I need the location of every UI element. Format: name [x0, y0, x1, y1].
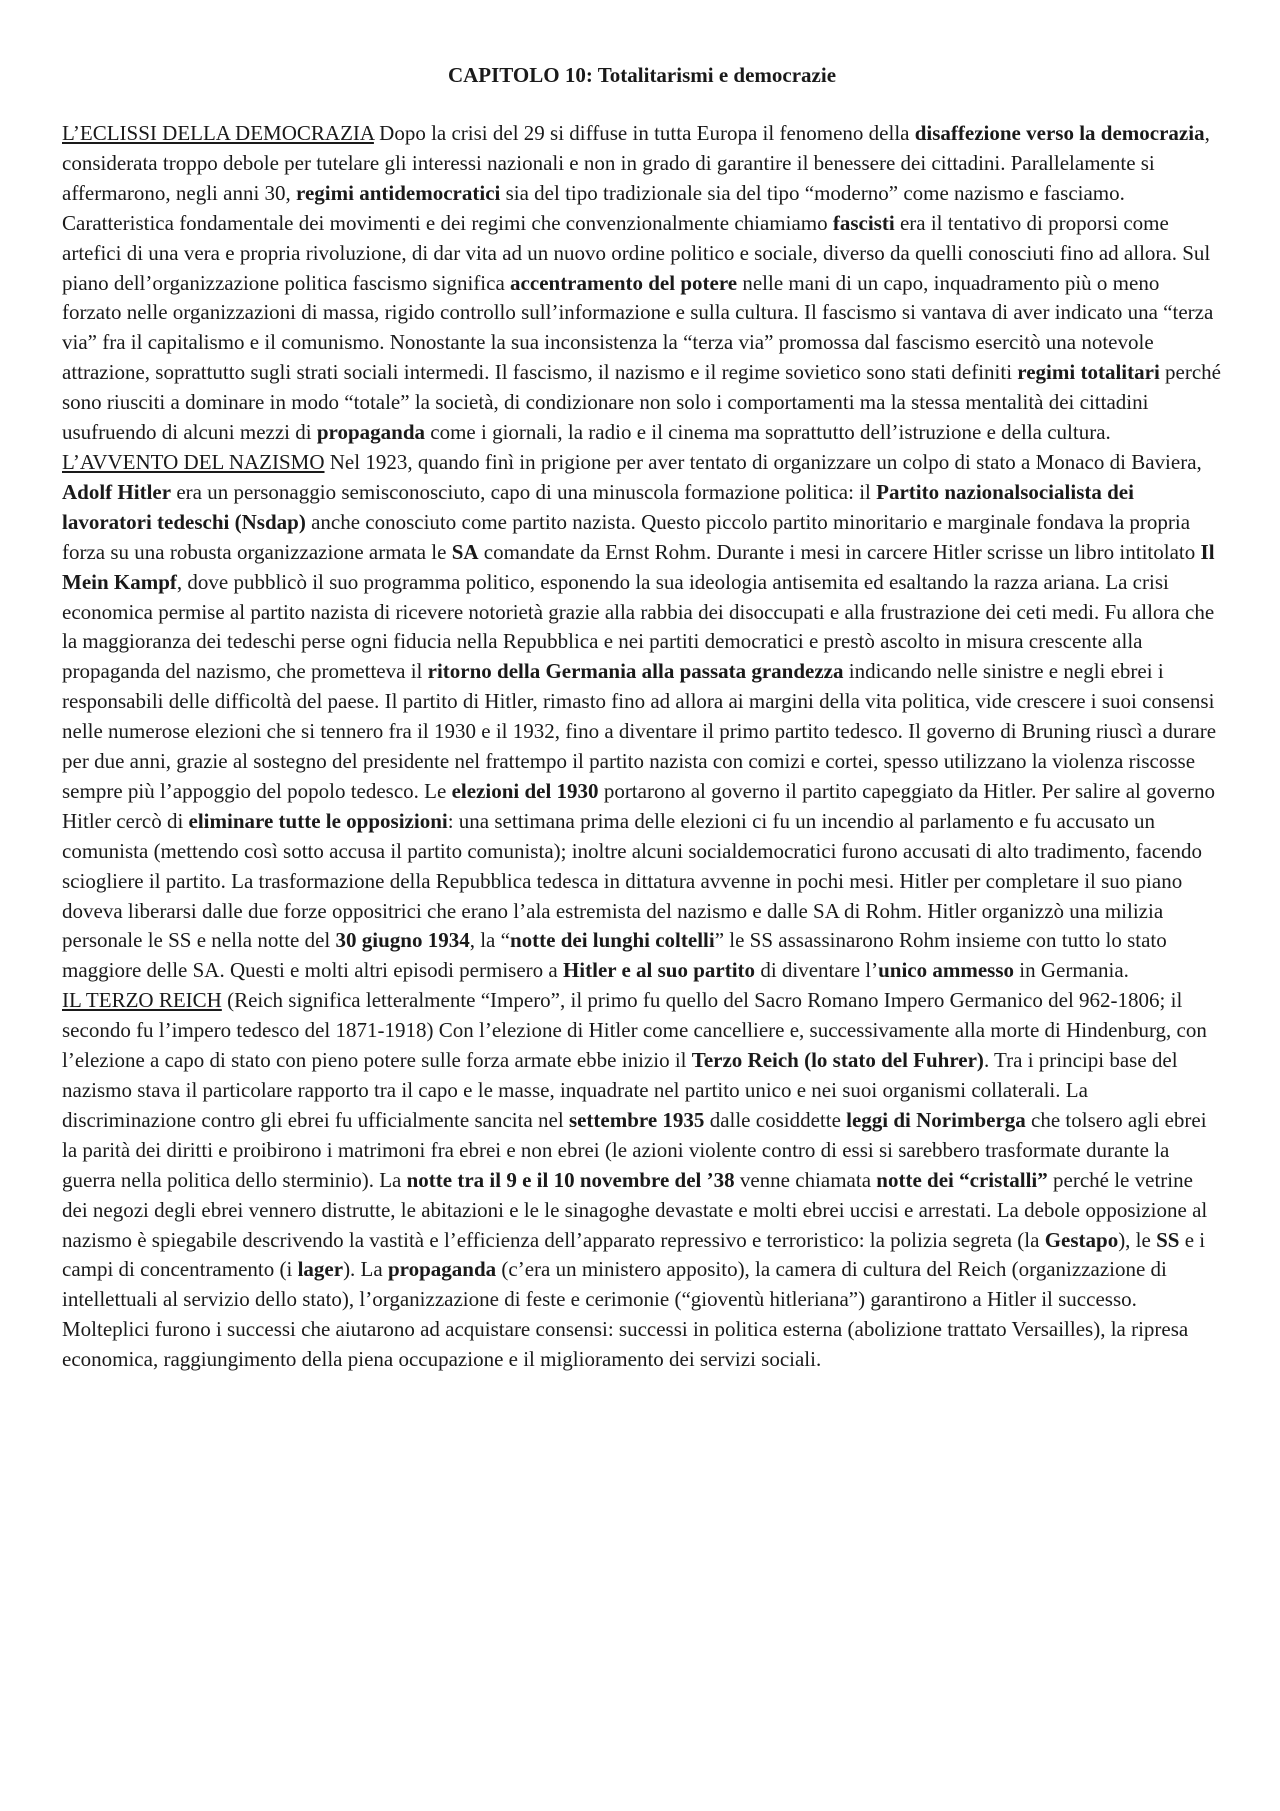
- section-body: [62, 450, 1216, 982]
- bold-text: regimi totalitari: [1017, 360, 1160, 385]
- body-text: e i campi di concentramento (i: [62, 1227, 1206, 1282]
- section-body: [62, 988, 1207, 1371]
- body-text: . Tra i principi base del nazismo stava il particolare rapporto tra il capo e le masse, inquadrate nel partito unico e nei suoi organismi collaterali. La discriminazione contro gli ebrei fu ufficialmente sancita nel: [62, 1048, 1178, 1132]
- bold-text: leggi di Norimberga: [846, 1107, 1026, 1132]
- section-heading: L’AVVENTO DEL NAZISMO: [62, 449, 325, 474]
- bold-text: Terzo Reich (lo stato del Fuhrer): [691, 1048, 984, 1073]
- body-text: anche conosciuto come partito nazista. Questo piccolo partito minoritario e marginale fondava la propria forza su una robusta organizzazione armata le: [62, 509, 1191, 564]
- bold-text: Adolf Hitler: [62, 479, 172, 504]
- section-heading: IL TERZO REICH: [62, 988, 222, 1013]
- bold-text: propaganda: [387, 1257, 497, 1282]
- bold-text: unico ammesso: [878, 958, 1015, 983]
- body-text: ” le SS assassinarono Rohm insieme con tutto lo stato maggiore delle SA. Questi e molti altri episodi permisero a: [62, 928, 1167, 983]
- bold-text: notte dei lunghi coltelli: [509, 928, 715, 953]
- body-text: Nel 1923, quando finì in prigione per aver tentato di organizzare un colpo di stato a Monaco di Baviera,: [324, 449, 1202, 474]
- body-text: nelle mani di un capo, inquadramento più o meno forzato nelle organizzazioni di massa, rigido controllo sull’informazione e sulla cultura. Il fascismo si vantava di aver indicato una “terza via” fra il capitalismo e il comunismo. Nonostante la sua inconsistenza la “terza via” promossa dal fascismo esercitò una notevole attrazione, soprattutto sugli strati sociali intermedi. Il fascismo, il nazismo e il regime sovietico sono stati definiti: [62, 270, 1214, 385]
- body-text: comandate da Ernst Rohm. Durante i mesi in carcere Hitler scrisse un libro intitolato: [478, 539, 1201, 564]
- section-body: [62, 121, 1221, 444]
- bold-text: elezioni del 1930: [451, 778, 599, 803]
- bold-text: notte tra il 9 e il 10 novembre del ’38: [406, 1167, 735, 1192]
- body-text: come i giornali, la radio e il cinema ma soprattutto dell’istruzione e della cultura.: [425, 420, 1111, 445]
- body-text: era un personaggio semisconosciuto, capo di una minuscola formazione politica: il: [171, 479, 877, 504]
- body-text: , dove pubblicò il suo programma politico, esponendo la sua ideologia antisemita ed esaltando la razza ariana. La crisi economica permise al partito nazista di ricevere notorietà grazie alla rabbia dei disoccupati e alla frustrazione dei ceti medi. Fu allora che la maggioranza dei tedeschi perse ogni fiducia nella Repubblica e nei partiti democratici e prestò ascolto in misura crescente alla propaganda del nazismo, che prometteva il: [62, 569, 1215, 684]
- section-terzo-reich: [62, 986, 1222, 1375]
- bold-text: fascisti: [832, 210, 895, 235]
- bold-text: settembre 1935: [568, 1107, 705, 1132]
- body-text: era il tentativo di proporsi come artefici di una vera e propria rivoluzione, di dar vita ad un nuovo ordine politico e sociale, diverso da quelli conosciuti fino ad allora. Sul piano dell’organizzazione politica fascismo significa: [62, 210, 1211, 295]
- body-text: , considerata troppo debole per tutelare gli interessi nazionali e non in grado di garantire il benessere dei cittadini. Parallelamente si affermarono, negli anni 30,: [62, 121, 1210, 205]
- section-avvento-nazismo: [62, 448, 1222, 986]
- body-text: che tolsero agli ebrei la parità dei diritti e proibirono i matrimoni fra ebrei e non ebrei (le azioni violente contro di essi si sarebbero trasformate durante la guerra nella politica dello sterminio). La: [62, 1107, 1207, 1192]
- bold-text: Il Mein Kampf: [62, 539, 1215, 594]
- body-text: indicando nelle sinistre e negli ebrei i responsabili delle difficoltà del paese. Il partito di Hitler, rimasto fino ad allora ai margini della vita politica, vide crescere i suoi consensi nelle numerose elezioni che si tennero fra il 1930 e il 1932, fino a diventare il primo partito tedesco. Il governo di Bruning riuscì a durare per due anni, grazie al sostegno del presidente nel frattempo il partito nazista con comizi e cortei, spesso utilizzano la violenza riscosse sempre più l’appoggio del popolo tedesco. Le: [62, 659, 1217, 803]
- body-text: perché le vetrine dei negozi degli ebrei vennero distrutte, le abitazioni e le le sinagoghe devastate e molti ebrei uccisi e arrestati. La debole opposizione al nazismo è spiegabile descrivendo la vastità e l’efficienza dell’apparato repressivo e terroristico: la polizia segreta (la: [62, 1167, 1208, 1252]
- page-title: CAPITOLO 10: Totalitarismi e democrazie: [447, 63, 837, 87]
- body-text: : una settimana prima delle elezioni ci fu un incendio al parlamento e fu accusato un comunista (mettendo così sotto accusa il partito comunista); inoltre alcuni socialdemocratici furono accusati di alto tradimento, facendo sciogliere il partito. La trasformazione della Repubblica tedesca in dittatura avvenne in pochi mesi. Hitler per completare il suo piano doveva liberarsi dalle due forze oppositrici che erano l’ala estremista del nazismo e dalle SA di Rohm. Hitler organizzò una milizia personale le SS e nella notte del: [62, 808, 1203, 953]
- bold-text: SA: [451, 539, 479, 564]
- bold-text: Partito nazionalsocialista dei lavoratori tedeschi (Nsdap): [62, 479, 1134, 534]
- bold-text: ritorno della Germania alla passata grandezza: [427, 659, 844, 684]
- bold-text: propaganda: [316, 420, 426, 445]
- body-text: portarono al governo il partito capeggiato da Hitler. Per salire al governo Hitler cercò di: [62, 778, 1215, 833]
- body-text: ). La: [343, 1257, 388, 1282]
- body-text: (c’era un ministero apposito), la camera di cultura del Reich (organizzazione di intellettuali al servizio dello stato), l’organizzazione di feste e cerimonie (“gioventù hitleriana”) garantirono a Hitler il successo. Molteplici furono i successi che aiutarono ad acquistare consensi: successi in politica esterna (abolizione trattato Versailles), la ripresa economica, raggiungimento della piena occupazione e il miglioramento dei servizi sociali.: [62, 1257, 1189, 1372]
- section-eclissi-democrazia: [62, 119, 1222, 448]
- bold-text: eliminare tutte le opposizioni: [188, 808, 448, 833]
- bold-text: regimi antidemocratici: [296, 180, 501, 205]
- body-text: dalle cosiddette: [704, 1107, 847, 1132]
- bold-text: lager: [297, 1257, 344, 1282]
- bold-text: disaffezione verso la democrazia: [914, 121, 1205, 145]
- body-text: sia del tipo tradizionale sia del tipo “moderno” come nazismo e fasciamo. Caratteristica fondamentale dei movimenti e dei regimi che convenzionalmente chiamiamo: [62, 180, 1125, 235]
- bold-text: 30 giugno 1934: [335, 928, 470, 953]
- bold-text: SS: [1156, 1227, 1180, 1252]
- body-text: venne chiamata: [734, 1167, 877, 1192]
- section-heading: L’ECLISSI DELLA DEMOCRAZIA: [62, 121, 374, 145]
- body-text: perché sono riusciti a dominare in modo “totale” la società, di condizionare non solo i comportamenti ma la stessa mentalità dei cittadini usufruendo di alcuni mezzi di: [62, 360, 1221, 445]
- body-text: Dopo la crisi del 29 si diffuse in tutta Europa il fenomeno della: [373, 121, 915, 145]
- bold-text: Gestapo: [1044, 1227, 1119, 1252]
- bold-text: Hitler e al suo partito: [562, 958, 756, 983]
- body-text: ), le: [1118, 1227, 1157, 1252]
- body-text: (Reich significa letteralmente “Impero”, il primo fu quello del Sacro Romano Impero Germanico del 962-1806; il secondo fu l’impero tedesco del 1871-1918) Con l’elezione di Hitler come cancelliere e, successivamente alla morte di Hindenburg, con l’elezione a capo di stato con pieno potere sulle forza armate ebbe inizio il: [62, 988, 1207, 1073]
- body-text: in Germania.: [1014, 958, 1129, 983]
- body-text: di diventare l’: [755, 958, 879, 983]
- bold-text: accentramento del potere: [510, 270, 738, 295]
- body-text: , la “: [469, 928, 510, 953]
- bold-text: notte dei “cristalli”: [876, 1167, 1048, 1192]
